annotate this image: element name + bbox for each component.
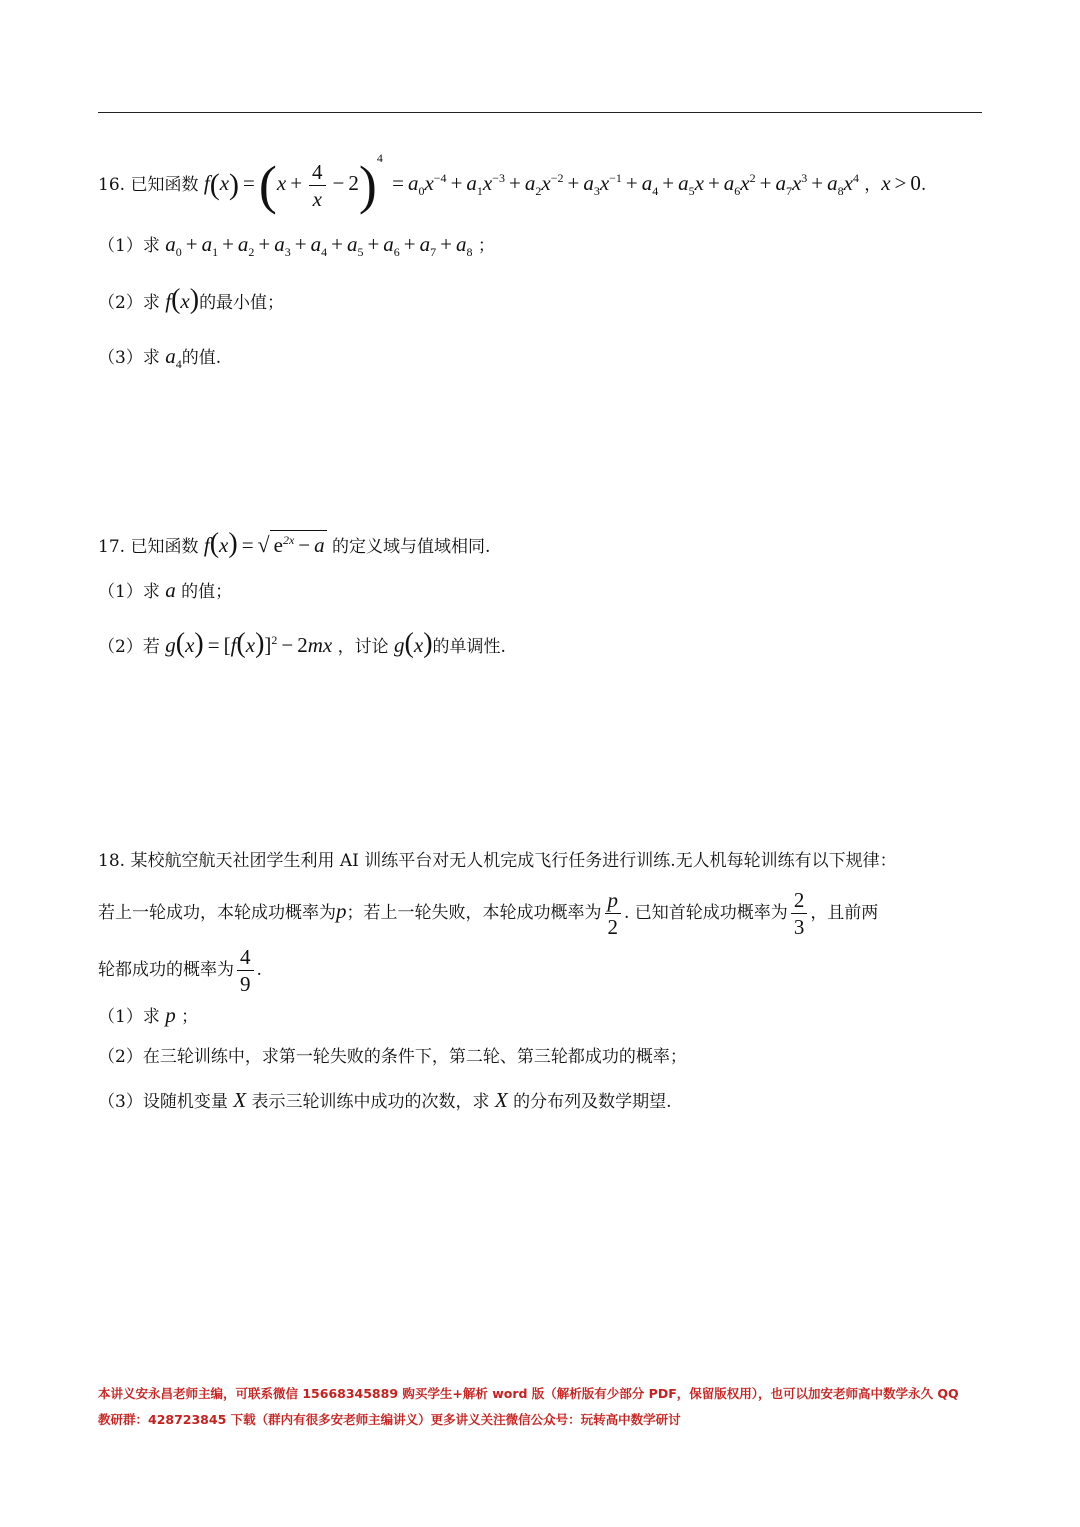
q17-sub2-g: g(x) <box>394 628 433 659</box>
q18-line1-text: 某校航空航天社团学生利用 AI 训练平台对无人机完成飞行任务进行训练.无人机每轮训练有以下规律： <box>130 851 897 871</box>
q18-sub1 <box>98 1003 198 1029</box>
q18-sub3-c: 的分布列及数学期望. <box>513 1092 672 1112</box>
q18-line3 <box>98 944 262 997</box>
q16-sub1-end: ； <box>477 236 495 256</box>
footer-line1: 本讲义安永昌老师主编，可联系微信 15668345889 购买学生+解析 word 版（解析版有少部分 PDF，保留版权用），也可以加安老师高中数学永久 QQ <box>98 1386 959 1401</box>
q18-line2-b: ；若上一轮失败，本轮成功概率为 <box>346 903 602 923</box>
q18-sub3-b: 表示三轮训练中成功的次数，求 <box>251 1092 490 1112</box>
q17-stem-end: 的定义域与值域相同. <box>332 537 491 557</box>
q17-sub1-var: a <box>165 578 176 602</box>
q16-sub2-end: 的最小值； <box>199 293 285 313</box>
q17-sub2-label: （2）若 <box>98 637 160 657</box>
q18-line2 <box>98 887 878 940</box>
q17-sub1 <box>98 578 232 604</box>
q18-sub2 <box>98 1045 687 1069</box>
q17-sub1-end: 的值； <box>181 582 233 602</box>
q17-sub2-end: 的单调性. <box>432 637 506 657</box>
q18-sub3-var2: X <box>494 1088 508 1112</box>
q17-sub2-mid: ，讨论 <box>337 637 389 657</box>
q18-line2-c: . 已知首轮成功概率为 <box>624 903 788 923</box>
q18-line2-a: 若上一轮成功，本轮成功概率为 <box>98 903 336 923</box>
q18-line2-d: ，且前两 <box>810 903 879 923</box>
q16-sub1-label: （1）求 <box>98 236 160 256</box>
q18-sub2-text: （2）在三轮训练中，求第一轮失败的条件下，第二轮、第三轮都成功的概率； <box>98 1047 687 1067</box>
q18-sub3-a: （3）设随机变量 <box>98 1092 228 1112</box>
footer-line2: 教研群：428723845 下载（群内有很多安老师主编讲义）更多讲义关注微信公众号：玩转高中数学研讨 <box>98 1412 681 1427</box>
q18-sub1-end: ； <box>181 1007 199 1027</box>
q16-number: 16. <box>98 175 126 195</box>
q18-line1 <box>98 849 897 873</box>
q18-var-p: p <box>336 899 347 923</box>
q17-sub1-label: （1）求 <box>98 582 160 602</box>
q17-stem-text: 已知函数 <box>130 537 199 557</box>
q17-sub2 <box>98 628 506 659</box>
q16-sub3-formula: $a_4$ <box>165 344 182 372</box>
q17-sub2-formula: $g(x) = [f(x)]^2 - 2mx$ <box>165 628 333 659</box>
q18-number: 18. <box>98 851 126 871</box>
q18-frac-2-3: $\frac{2}{3}$ <box>791 887 808 940</box>
q18-sub1-label: （1）求 <box>98 1007 160 1027</box>
q16-sub3 <box>98 344 221 376</box>
q18-line3-b: . <box>256 960 262 980</box>
q17-formula: f(x) = √ $e^{2x} - a$ <box>203 528 325 559</box>
q17-stem <box>98 528 490 559</box>
q18-sub3-var1: X <box>233 1088 247 1112</box>
q16-sub3-label: （3）求 <box>98 348 160 368</box>
q16-sub1 <box>98 232 495 264</box>
q18-sub1-var: p <box>165 1003 176 1027</box>
q16-formula: f(x) =(x + $\frac{4}{x}$ − $2)^4 = a_0x^{-4} + a_1x^{-3} + a_2x^{-2} + a_3x^{-1} + a_4 + a_5x + a_6x^2 + a_7x^3 + a_8x^4$ <box>203 151 859 216</box>
q18-line3-a: 轮都成功的概率为 <box>98 960 234 980</box>
q16-sub2 <box>98 284 285 315</box>
q16-sub3-end: 的值. <box>181 348 222 368</box>
q16-sub2-formula: f(x) <box>165 284 200 315</box>
q17-number: 17. <box>98 537 126 557</box>
q16-sub2-label: （2）求 <box>98 293 160 313</box>
header-rule <box>98 112 982 113</box>
q16-sub1-formula: $a_0 + a_1 + a_2 + a_3 + a_4 + a_5 + a_6 + a_7 + a_8$ <box>165 232 473 260</box>
q16-stem: 16. 已知函数 f(x) =(x + $\frac{4}{x}$ − $2)^4 = a_0x^{-4} + a_1x^{-3} + a_2x^{-2} + a_3x^{-1} + a_4 + a_5x + a_6x^2 + a_7x^3 + a_8x^4$ ，x > 0. <box>98 151 927 216</box>
q18-frac-4-9: $\frac{4}{9}$ <box>237 944 254 997</box>
q18-sub3 <box>98 1088 672 1114</box>
q18-frac-p2: $\frac{p}{2}$ <box>605 887 622 940</box>
q16-stem-text: 已知函数 <box>130 175 199 195</box>
